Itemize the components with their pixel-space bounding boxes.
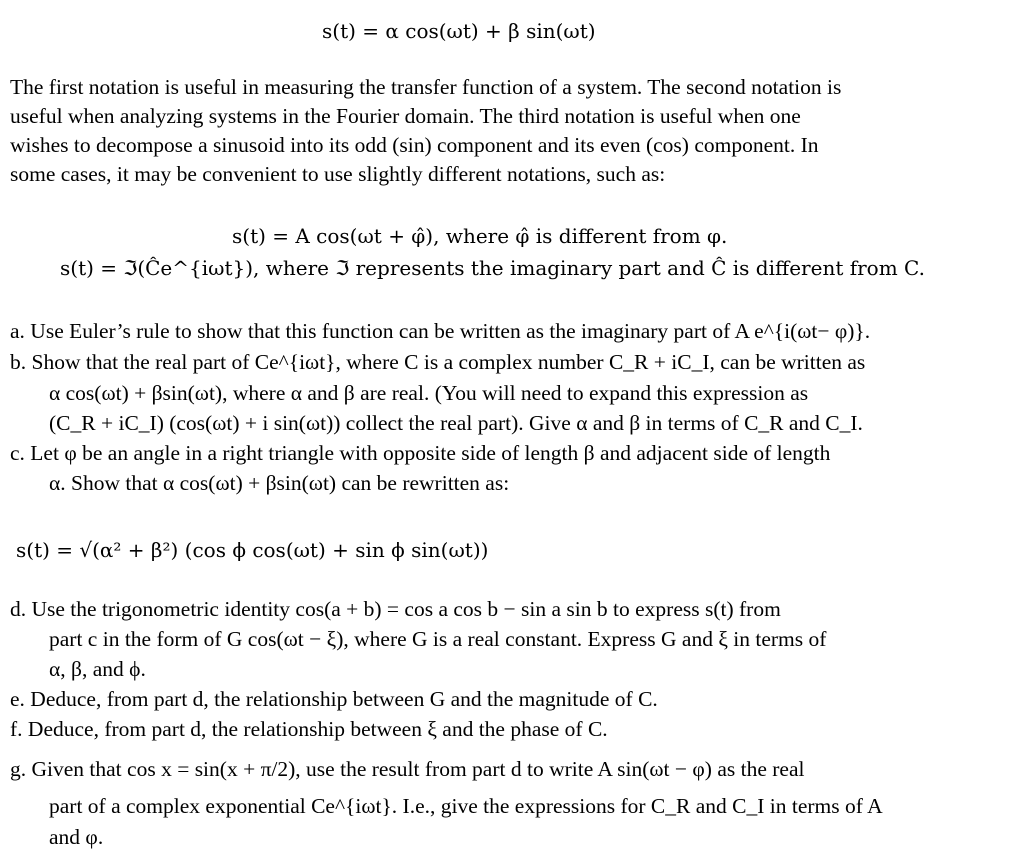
equation-top bbox=[322, 16, 596, 46]
item-b-label: b. bbox=[10, 350, 27, 374]
item-d-label: d. bbox=[10, 597, 27, 621]
item-f bbox=[10, 714, 608, 744]
equation-top-text: s(t) = α cos(ωt) + β sin(ωt) bbox=[322, 19, 596, 43]
item-g-label: g. bbox=[10, 757, 27, 781]
item-c-line-2: α. Show that α cos(ωt) + βsin(ωt) can be rewritten as: bbox=[49, 471, 510, 495]
item-f-text: Deduce, from part d, the relationship between ξ and the phase of C. bbox=[27, 717, 608, 741]
item-g-line-1 bbox=[10, 754, 804, 784]
item-d-line-3: α, β, and ϕ. bbox=[49, 657, 146, 681]
intro-line-1: The first notation is useful in measuring the transfer function of a system. The second notation is bbox=[10, 75, 842, 99]
item-b-line-2: α cos(ωt) + βsin(ωt), where α and β are real. (You will need to expand this expression as bbox=[49, 381, 809, 405]
item-d-text-1: Use the trigonometric identity cos(a + b) = cos a cos b − sin a sin b to express s(t) from bbox=[31, 597, 781, 621]
item-b-line-3: (C_R + iC_I) (cos(ωt) + i sin(ωt)) collect the real part). Give α and β in terms of C_R and C_I. bbox=[49, 411, 863, 435]
item-g-line-3: and φ. bbox=[49, 825, 104, 849]
item-c-label: c. bbox=[10, 441, 25, 465]
intro-line-2: useful when analyzing systems in the Fourier domain. The third notation is useful when one bbox=[10, 104, 801, 128]
item-d-line-2: part c in the form of G cos(ωt − ξ), where G is a real constant. Express G and ξ in terms of bbox=[49, 627, 827, 651]
item-d-line-1 bbox=[10, 594, 781, 624]
equation-4: s(t) = √(α² + β²) (cos ϕ cos(ωt) + sin ϕ sin(ωt)) bbox=[16, 538, 489, 562]
item-a-text: Use Euler’s rule to show that this function can be written as the imaginary part of A e^{i(ωt− φ)}. bbox=[30, 319, 871, 343]
intro-line-4: some cases, it may be convenient to use slightly different notations, such as: bbox=[10, 162, 666, 186]
equation-2: s(t) = A cos(ωt + φ̂), where φ̂ is different from φ. bbox=[232, 224, 728, 248]
equation-3: s(t) = ℑ(Ĉe^{iωt}), where ℑ represents the imaginary part and Ĉ is different from C. bbox=[60, 256, 925, 280]
item-a-label: a. bbox=[10, 319, 25, 343]
item-g-line-2: part of a complex exponential Ce^{iωt}. I.e., give the expressions for C_R and C_I in terms of A bbox=[49, 794, 883, 818]
item-e-text: Deduce, from part d, the relationship between G and the magnitude of C. bbox=[30, 687, 658, 711]
item-b-text-1: Show that the real part of Ce^{iωt}, where C is a complex number C_R + iC_I, can be written as bbox=[31, 350, 866, 374]
item-e-label: e. bbox=[10, 687, 25, 711]
item-f-label: f. bbox=[10, 717, 23, 741]
item-b-line-1 bbox=[10, 347, 865, 377]
item-a bbox=[10, 316, 870, 346]
item-c-line-1 bbox=[10, 438, 830, 468]
item-c-text-1: Let φ be an angle in a right triangle with opposite side of length β and adjacent side of length bbox=[30, 441, 831, 465]
intro-line-3: wishes to decompose a sinusoid into its odd (sin) component and its even (cos) component. In bbox=[10, 133, 819, 157]
item-g-text-1: Given that cos x = sin(x + π/2), use the result from part d to write A sin(ωt − φ) as the real bbox=[31, 757, 805, 781]
item-e bbox=[10, 684, 658, 714]
